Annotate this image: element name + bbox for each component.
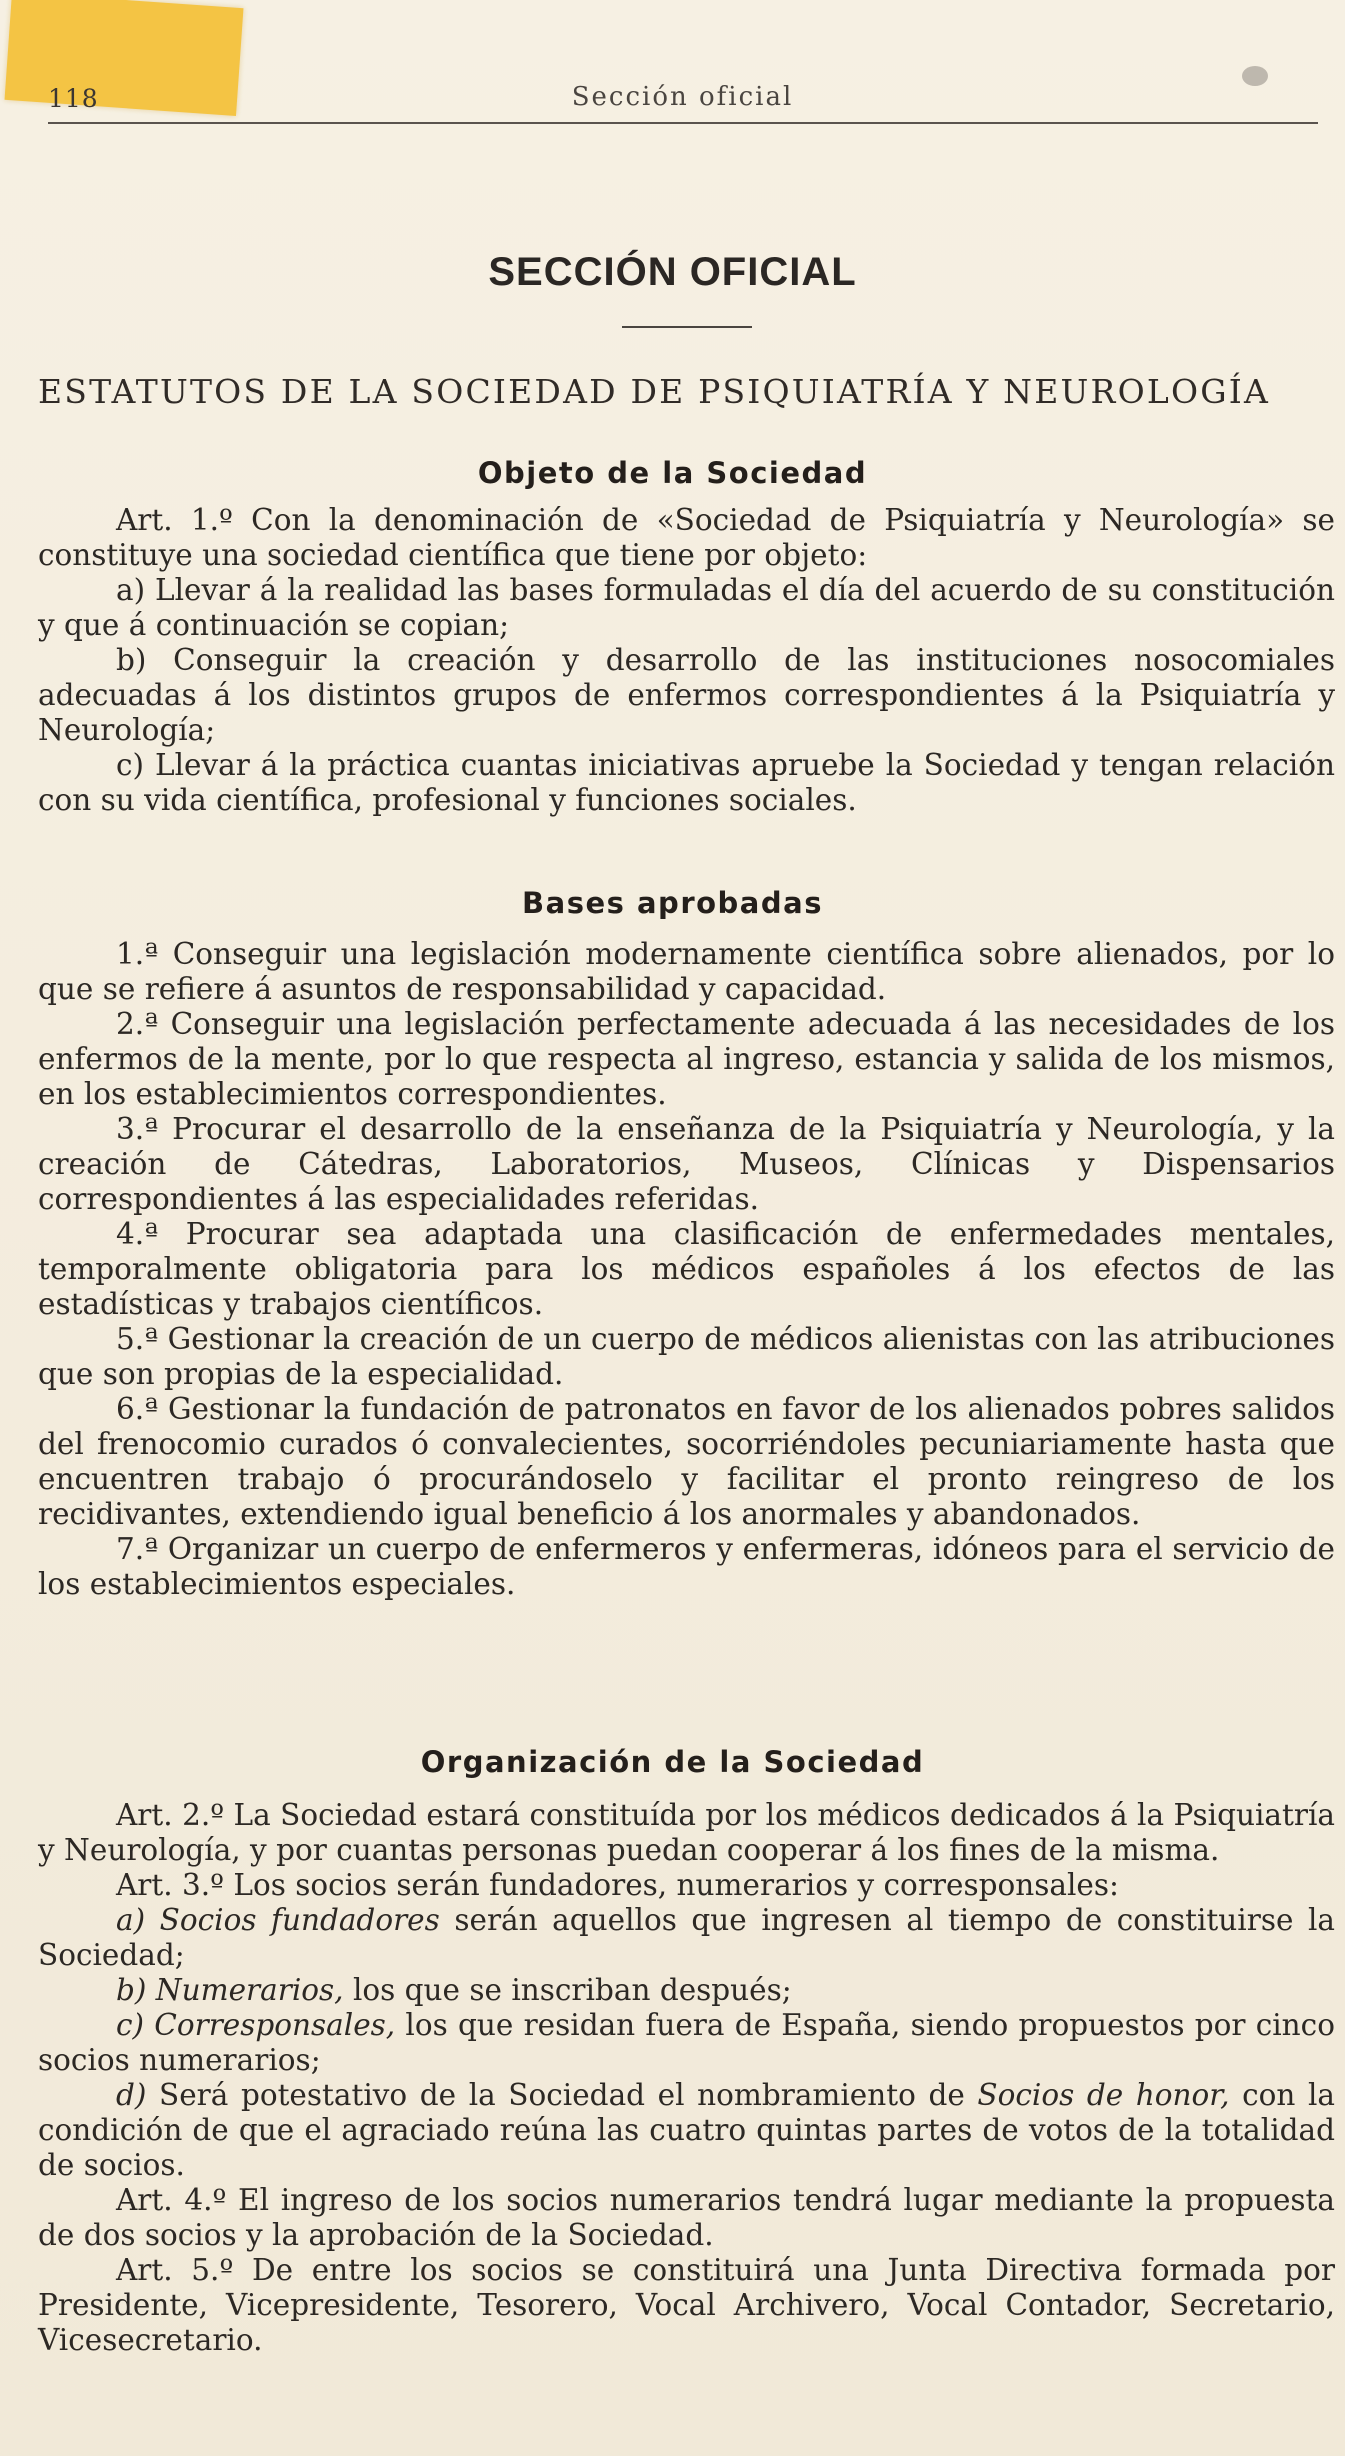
base-4: 4.ª Procurar sea adaptada una clasificación de enfermedades mentales, temporalmente obligatoria para los médicos españoles á los efectos de las estadísticas y trabajos científicos. [38,1217,1335,1321]
statutes-title: ESTATUTOS DE LA SOCIEDAD DE PSIQUIATRÍA Y NEUROLOGÍA [38,372,1271,411]
socios-c-term: Corresponsales, [154,2008,396,2042]
objeto-c: c) Llevar á la práctica cuantas iniciativas apruebe la Sociedad y tengan relación con su vida científica, profesional y funciones sociales. [38,748,1335,817]
base-6: 6.ª Gestionar la fundación de patronatos en favor de los alienados pobres salidos del frenocomio curados ó convalecientes, socorriéndoles pecuniariamente hasta que encuentren trabajo ó procurándoselo y facilitar el pronto reingreso de los recidivantes, extendiendo igual beneficio á los anormales y abandonados. [38,1392,1335,1531]
socios-d [38,2078,1335,2183]
socios-c-text: los que residan fuera de España, siendo propuestos por cinco socios numerarios; [38,2008,1335,2077]
socios-a [38,1903,1335,1973]
socios-b-term: Numerarios, [155,1973,344,2007]
art-3: Art. 3.º Los socios serán fundadores, numerarios y corresponsales: [116,1868,1119,1902]
socios-b-text: los que se inscriban después; [352,1973,792,2007]
objeto-b: b) Conseguir la creación y desarrollo de las instituciones nosocomiales adecuadas á los distintos grupos de enfermos correspondientes á la Psiquiatría y Neurología; [38,643,1335,747]
socios-c-label: c) [116,2008,145,2042]
socios-d-term: Socios de honor, [977,2078,1230,2112]
objeto-a: a) Llevar á la realidad las bases formuladas el día del acuerdo de su constitución y que á continuación se copian; [38,573,1335,642]
socios-a-term: Socios fundadores [159,1903,440,1937]
organizacion-block [38,1798,1335,2358]
base-1: 1.ª Conseguir una legislación modernamente científica sobre alienados, por lo que se refiere á asuntos de responsabilidad y capacidad. [38,937,1335,1006]
page-number: 118 [48,84,99,113]
socios-a-text: serán aquellos que ingresen al tiempo de constituirse la Sociedad; [38,1903,1335,1972]
header-rule [48,122,1318,124]
socios-c [38,2008,1335,2078]
socios-d-pre: Será potestativo de la Sociedad el nombramiento de [159,2078,965,2112]
objeto-block [38,503,1335,818]
socios-b-label: b) [116,1973,147,2007]
base-7: 7.ª Organizar un cuerpo de enfermeros y enfermeras, idóneos para el servicio de los establecimientos especiales. [38,1532,1335,1601]
bases-block [38,937,1335,1602]
base-5: 5.ª Gestionar la creación de un cuerpo de médicos alienistas con las atribuciones que son propias de la especialidad. [38,1322,1335,1391]
heading-bases: Bases aprobadas [522,886,823,920]
running-head [40,80,1325,120]
socios-d-label: d) [116,2078,147,2112]
title-rule [622,326,752,328]
running-title: Sección oficial [571,82,794,112]
section-title: SECCIÓN OFICIAL [488,250,857,294]
base-3: 3.ª Procurar el desarrollo de la enseñanza de la Psiquiatría y Neurología, y la creación de Cátedras, Laboratorios, Museos, Clínicas y Dispensarios correspondientes á las especialidades referidas. [38,1112,1335,1216]
socios-d-text: con la condición de que el agraciado reúna las cuatro quintas partes de votos de la totalidad de socios. [38,2078,1335,2182]
art-2: Art. 2.º La Sociedad estará constituída por los médicos dedicados á la Psiquiatría y Neurología, y por cuantas personas puedan cooperar á los fines de la misma. [38,1798,1335,1867]
heading-objeto: Objeto de la Sociedad [477,456,868,490]
art-1: Art. 1.º Con la denominación de «Sociedad de Psiquiatría y Neurología» se constituye una sociedad científica que tiene por objeto: [38,503,1335,572]
socios-a-label: a) [116,1903,146,1937]
art-4: Art. 4.º El ingreso de los socios numerarios tendrá lugar mediante la propuesta de dos socios y la aprobación de la Sociedad. [38,2183,1335,2252]
heading-organizacion: Organización de la Sociedad [420,1745,925,1779]
art-5: Art. 5.º De entre los socios se constituirá una Junta Directiva formada por Presidente, Vicepresidente, Tesorero, Vocal Archivero, Vocal Contador, Secretario, Vicesecretario. [38,2253,1335,2357]
socios-b [38,1973,1335,2008]
base-2: 2.ª Conseguir una legislación perfectamente adecuada á las necesidades de los enfermos de la mente, por lo que respecta al ingreso, estancia y salida de los mismos, en los establecimientos correspondientes. [38,1007,1335,1111]
